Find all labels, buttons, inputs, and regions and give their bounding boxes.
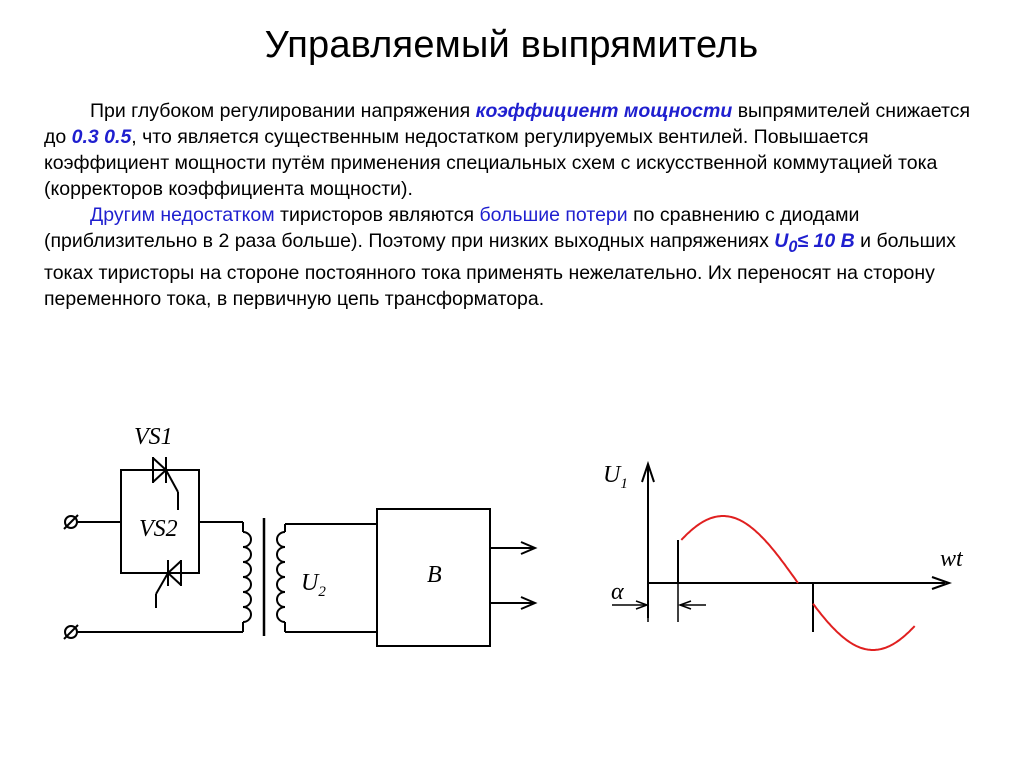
thyristor-vs1	[153, 457, 178, 510]
wave-positive-half	[681, 516, 798, 583]
label-wt: wt	[940, 546, 963, 572]
waveform-plot	[612, 464, 949, 650]
wave-negative-half	[813, 604, 915, 650]
thyristor-vs2	[156, 560, 181, 608]
highlight-range: 0.3 0.5	[71, 126, 132, 148]
label-vs1: VS1	[134, 424, 173, 450]
label-u1: $U_1$	[603, 462, 628, 492]
transformer-secondary-winding	[277, 532, 285, 622]
highlight-another-drawback: Другим недостатком	[90, 204, 275, 226]
transformer-primary-winding	[243, 532, 251, 622]
highlight-large-losses: большие потери	[479, 204, 628, 226]
label-block-b: B	[427, 562, 442, 588]
circuit-schematic	[64, 457, 535, 646]
paragraph-1: При глубоком регулировании напряжения коэффициент мощности выпрямителей снижается до 0.3 0.5, что является существенным недостатком регулируемых вентилей. Повышается коэффициент мощности путём применения специальных схем с искусственной коммутацией тока (корректоров коэффициента мощности).	[44, 100, 971, 200]
page-title: Управляемый выпрямитель	[264, 24, 759, 66]
paragraph-2: Другим недостатком тиристоров являются большие потери по сравнению с диодами (приблизительно в 2 раза больше). Поэтому при низких выходных напряжениях $U_0\le 10$ В и больших токах тиристоры на стороне постоянного тока применять нежелательно. Их переносят на сторону переменного тока, в первичную цепь трансформатора.	[44, 204, 956, 310]
voltage-condition: $U_0\le 10$ В	[774, 230, 855, 256]
label-alpha: α	[611, 579, 624, 605]
label-u2: $U_2$	[301, 570, 326, 600]
label-vs2: VS2	[139, 516, 178, 542]
highlight-power-factor: коэффициент мощности	[475, 100, 733, 122]
